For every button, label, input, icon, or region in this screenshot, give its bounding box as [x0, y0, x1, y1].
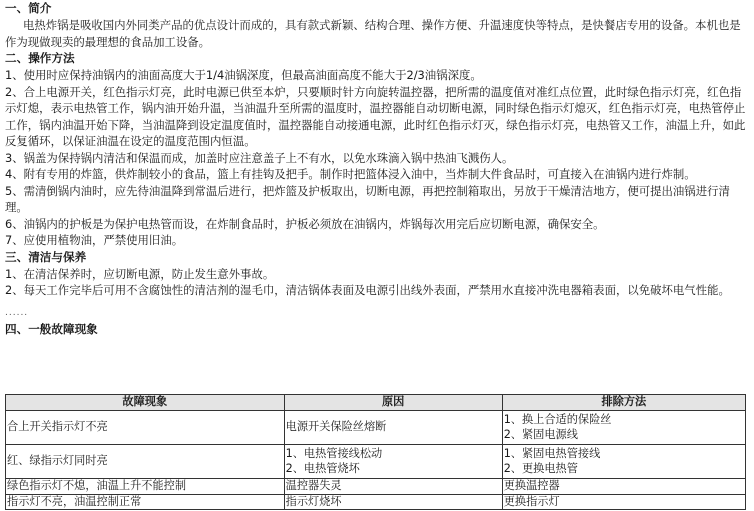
- symptom-cell: 合上开关指示灯不亮: [6, 411, 285, 445]
- section-intro-body: 电热炸锅是吸收国内外同类产品的优点设计而成的，具有款式新颖、结构合理、操作方便、升温速度快等特点，是快餐店专用的设备。本机也是作为现做现卖的最理想的食品加工设备。: [5, 18, 741, 49]
- fault-table: [5, 394, 746, 510]
- fix-cell: 更换温控器: [502, 479, 745, 495]
- document-body: [5, 0, 751, 338]
- fix-cell: [502, 411, 745, 445]
- cause-cell: 温控器失灵: [284, 479, 502, 495]
- operation-item: 6、油锅内的护板是为保护电热管而设，在炸制食品时，护板必须放在油锅内，炸锅每次用完后应切断电源，确保安全。: [5, 216, 605, 231]
- cause-line: 1、电热管接线松动: [285, 447, 383, 460]
- cause-cell: [284, 411, 502, 445]
- fix-line: 1、换上合适的保险丝: [503, 413, 612, 426]
- table-header-row: [6, 395, 746, 411]
- cause-line: 2、电热管烧坏: [285, 461, 360, 475]
- header-cause: 原因: [284, 395, 502, 411]
- section-intro-title: 一、简介: [5, 1, 52, 15]
- table-row: [6, 445, 746, 479]
- fix-cell: 更换指示灯: [502, 494, 745, 510]
- symptom-cell: 指示灯不亮，油温控制正常: [6, 494, 285, 510]
- fix-line: 2、更换电热管: [503, 461, 578, 475]
- ellipsis-marker: ......: [5, 307, 29, 318]
- operation-item: 2、合上电源开关，红色指示灯亮，此时电源已供至本炉，只要顺时针方向旋转温控器，把所需的温度值对准红点位置，此时绿色指示灯亮，红色指示灯熄，表示电热管工作，锅内油开始升温，当油温升至所需的温度时，温控器能自动切断电源，同时绿色指示灯熄灭，红色指示灯亮，电热管停止工作，锅内油温开始下降，当油温降到设定温度值时，温控器能自动接通电源，此时红色指示灯灭，绿色指示灯亮，电热管又工作，油温上升，如此反复循环，以保证油温在设定的温度范围内恒温。: [5, 84, 746, 148]
- cause-cell: 指示灯烧坏: [284, 494, 502, 510]
- operation-item: 5、需清倒锅内油时，应先待油温降到常温后进行，把炸篮及护板取出，切断电源，再把控制箱取出，另放于干燥清洁地方，便可提出油锅进行清理。: [5, 183, 730, 214]
- operation-item: 1、使用时应保持油锅内的油面高度大于1/4油锅深度，但最高油面高度不能大于2/3油锅深度。: [5, 68, 482, 82]
- cause-cell: [284, 445, 502, 479]
- fix-line: 2、紧固电源线: [503, 427, 578, 441]
- section-operation-title: 二、操作方法: [5, 51, 75, 65]
- fix-line: 1、紧固电热管接线: [503, 447, 601, 460]
- symptom-cell: 红、绿指示灯同时亮: [6, 445, 285, 479]
- table-row: [6, 479, 746, 495]
- operation-item: 3、锅盖为保持锅内清洁和保温而成，加盖时应注意盖子上不有水，以免水珠滴入锅中热油飞溅伤人。: [5, 150, 514, 165]
- header-symptom: 故障现象: [6, 395, 285, 411]
- cleaning-item: 2、每天工作完毕后可用不含腐蚀性的清洁剂的湿毛巾，清洁锅体表面及电源引出线外表面，严禁用水直接冲洗电器箱表面，以免破坏电气性能。: [5, 283, 730, 297]
- operation-item: 4、附有专用的炸篮，供炸制较小的食品，篮上有挂钩及把手。制作时把篮体浸入油中，当炸制大件食品时，可直接入在油锅内进行炸制。: [5, 167, 696, 181]
- header-fix: 排除方法: [502, 395, 745, 411]
- fix-cell: [502, 445, 745, 479]
- section-faults-title: 四、一般故障现象: [5, 321, 98, 336]
- cleaning-item: 1、在清洁保养时，应切断电源，防止发生意外事故。: [5, 266, 275, 281]
- section-cleaning-title: 三、清洁与保养: [5, 249, 87, 264]
- operation-item: 7、应使用植物油，严禁使用旧油。: [5, 233, 184, 247]
- table-row: [6, 411, 746, 445]
- symptom-cell: 绿色指示灯不熄，油温上升不能控制: [6, 479, 285, 495]
- cause-line: 电源开关保险丝熔断: [285, 420, 387, 434]
- table-row: [6, 494, 746, 510]
